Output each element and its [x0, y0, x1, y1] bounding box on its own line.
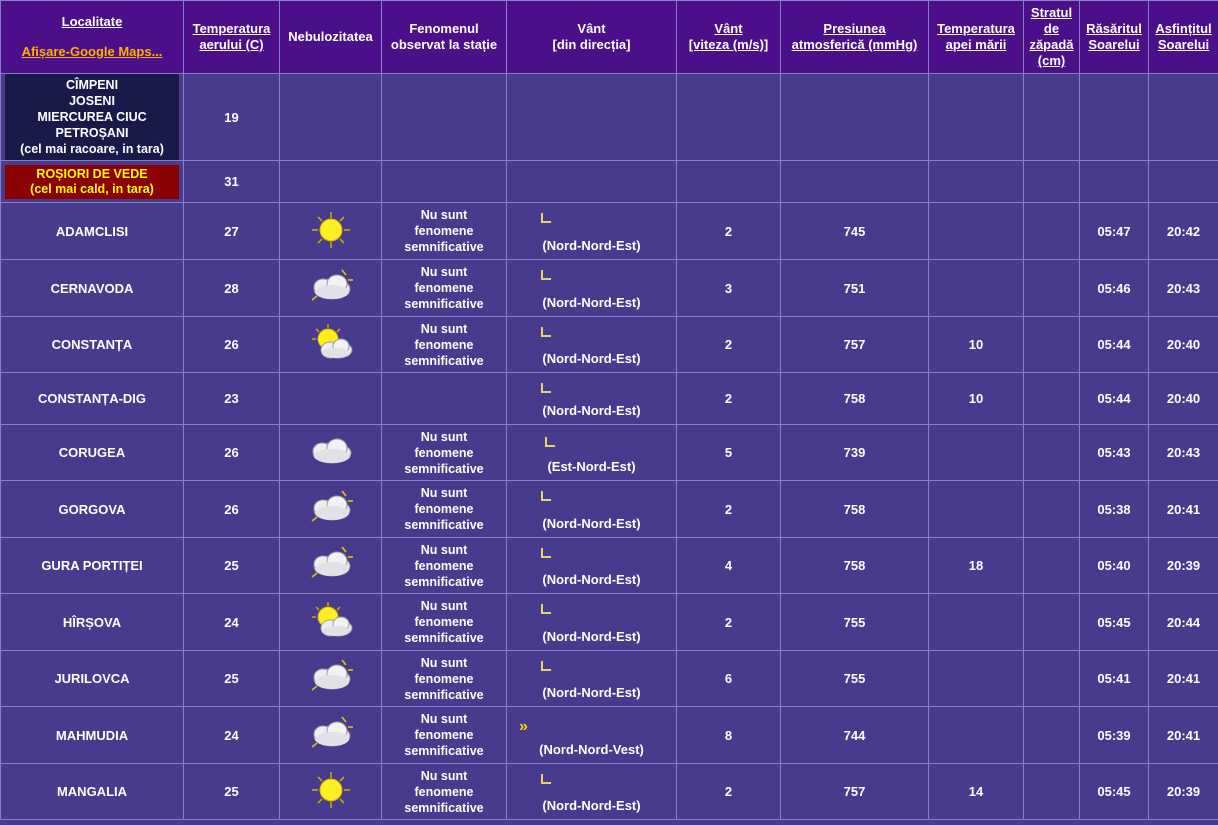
- air-temp: 23: [184, 373, 280, 425]
- wind-direction-label: (Est-Nord-Est): [547, 459, 636, 474]
- coldest-row: [1, 74, 1218, 161]
- wind-speed: 3: [677, 260, 781, 317]
- sunrise: 05:43: [1080, 425, 1149, 481]
- snow-depth: [1024, 203, 1080, 260]
- air-temp: 26: [184, 425, 280, 481]
- snow-depth: [1024, 764, 1080, 820]
- snow-depth: [1024, 651, 1080, 707]
- station-name: MANGALIA: [1, 764, 184, 820]
- snow-depth: [1024, 481, 1080, 538]
- wind-speed: 2: [677, 317, 781, 373]
- col-rasarit[interactable]: Răsăritul Soarelui: [1080, 1, 1149, 74]
- pressure: 745: [781, 203, 929, 260]
- wind-direction-cell: [507, 707, 677, 764]
- cloud-sun-rays-icon: [308, 267, 354, 310]
- wind-arrow-icon: [545, 437, 555, 447]
- col-temp-aer[interactable]: Temperatura aerului (C): [184, 1, 280, 74]
- phenomenon-text: Nu sunt fenomene semnificative: [404, 712, 484, 758]
- wind-direction-cell: [507, 764, 677, 820]
- wind-arrow-icon: [541, 604, 551, 614]
- phenomenon-text: Nu sunt fenomene semnificative: [404, 208, 484, 254]
- hottest-temp: 31: [184, 161, 280, 203]
- air-temp: 24: [184, 594, 280, 651]
- wind-direction-label: (Nord-Nord-Est): [542, 685, 641, 700]
- wind-direction-label: (Nord-Nord-Est): [542, 629, 641, 644]
- air-temp: 27: [184, 203, 280, 260]
- station-row: [1, 373, 1218, 425]
- station-row: [1, 317, 1218, 373]
- cloudiness-cell: [280, 481, 382, 538]
- wind-direction-label: (Nord-Nord-Est): [542, 238, 641, 253]
- wind-arrow-icon: [541, 270, 551, 280]
- sea-temp: 10: [929, 373, 1024, 425]
- wind-speed: 8: [677, 707, 781, 764]
- station-row: [1, 707, 1218, 764]
- wind-direction-label: (Nord-Nord-Est): [542, 351, 641, 366]
- pressure: 758: [781, 373, 929, 425]
- wind-direction-label: (Nord-Nord-Est): [542, 516, 641, 531]
- wind-direction-cell: [507, 260, 677, 317]
- station-name: ADAMCLISI: [1, 203, 184, 260]
- station-row: [1, 538, 1218, 594]
- col-temp-apa[interactable]: Temperatura apei mării: [929, 1, 1024, 74]
- phenomenon-text: Nu sunt fenomene semnificative: [404, 542, 484, 589]
- sunrise: 05:44: [1080, 373, 1149, 425]
- wind-arrow-icon: [541, 491, 551, 501]
- pressure: 757: [781, 764, 929, 820]
- wind-direction-label: (Nord-Nord-Est): [542, 295, 641, 310]
- cloudiness-cell: [280, 373, 382, 425]
- hottest-row: [1, 161, 1218, 203]
- station-name: CORUGEA: [1, 425, 184, 481]
- cloud-sun-rays-icon: [308, 657, 354, 700]
- sunrise: 05:41: [1080, 651, 1149, 707]
- cloudiness-cell: [280, 651, 382, 707]
- sea-temp: [929, 481, 1024, 538]
- sunset: 20:44: [1149, 594, 1218, 651]
- sunrise: 05:47: [1080, 203, 1149, 260]
- air-temp: 25: [184, 538, 280, 594]
- wind-direction-cell: [507, 373, 677, 425]
- wind-direction-label: (Nord-Nord-Est): [542, 403, 641, 418]
- wind-speed: 2: [677, 203, 781, 260]
- col-localitate: [1, 1, 184, 74]
- sea-temp: [929, 203, 1024, 260]
- sunset: 20:40: [1149, 317, 1218, 373]
- pressure: 755: [781, 651, 929, 707]
- sea-temp: 18: [929, 538, 1024, 594]
- sunset: 20:41: [1149, 707, 1218, 764]
- pressure: 755: [781, 594, 929, 651]
- phenomenon-cell: [382, 707, 507, 764]
- wind-direction-cell: [507, 481, 677, 538]
- wind-speed: 2: [677, 594, 781, 651]
- station-row: [1, 425, 1218, 481]
- sunset: 20:39: [1149, 538, 1218, 594]
- coldest-stations-box: [1, 74, 184, 161]
- phenomenon-cell: [382, 481, 507, 538]
- station-row: [1, 764, 1218, 820]
- wind-direction-label: (Nord-Nord-Vest): [539, 742, 644, 757]
- wind-direction-cell: [507, 538, 677, 594]
- wind-direction-cell: [507, 425, 677, 481]
- sunset: 20:43: [1149, 260, 1218, 317]
- wind-direction-label: (Nord-Nord-Est): [542, 798, 641, 813]
- phenomenon-text: Nu sunt fenomene semnificative: [404, 265, 484, 311]
- phenomenon-text: Nu sunt fenomene semnificative: [404, 429, 484, 476]
- coldest-temp: 19: [184, 74, 280, 161]
- sun-icon: [309, 210, 353, 253]
- sunrise: 05:40: [1080, 538, 1149, 594]
- snow-depth: [1024, 260, 1080, 317]
- col-apus[interactable]: Asfințitul Soarelui: [1149, 1, 1218, 74]
- header-row: [1, 1, 1218, 74]
- phenomenon-cell: [382, 260, 507, 317]
- wind-speed: 2: [677, 764, 781, 820]
- sunrise: 05:44: [1080, 317, 1149, 373]
- phenomenon-text: Nu sunt fenomene semnificative: [404, 655, 484, 702]
- sea-temp: 10: [929, 317, 1024, 373]
- phenomenon-cell: [382, 373, 507, 425]
- station-name: CONSTANȚA-DIG: [1, 373, 184, 425]
- air-temp: 26: [184, 317, 280, 373]
- phenomenon-cell: [382, 538, 507, 594]
- sunset: 20:43: [1149, 425, 1218, 481]
- wind-speed: 2: [677, 481, 781, 538]
- col-nebulozitate: Nebulozitatea: [280, 1, 382, 74]
- sunrise: 05:45: [1080, 594, 1149, 651]
- sunset: 20:39: [1149, 764, 1218, 820]
- sunrise: 05:39: [1080, 707, 1149, 764]
- wind-arrow-icon: [541, 213, 551, 223]
- hottest-box: ROȘIORI DE VEDE (cel mai cald, in tara): [5, 165, 179, 199]
- cloudiness-cell: [280, 317, 382, 373]
- col-zapada[interactable]: Stratul de zăpadă (cm): [1024, 1, 1080, 74]
- pressure: 757: [781, 317, 929, 373]
- wind-direction-cell: [507, 317, 677, 373]
- sunrise: 05:45: [1080, 764, 1149, 820]
- station-row: [1, 481, 1218, 538]
- cloud-sun-rays-icon: [308, 544, 354, 587]
- phenomenon-text: Nu sunt fenomene semnificative: [404, 486, 484, 532]
- cloudiness-cell: [280, 538, 382, 594]
- phenomenon-cell: [382, 594, 507, 651]
- wind-speed: 2: [677, 373, 781, 425]
- station-name: CONSTANȚA: [1, 317, 184, 373]
- sea-temp: [929, 425, 1024, 481]
- col-vant-dir: Vânt [din direcția]: [507, 1, 677, 74]
- wind-arrow-icon: [541, 383, 551, 393]
- sun-icon: [309, 770, 353, 813]
- phenomenon-cell: [382, 203, 507, 260]
- phenomenon-cell: [382, 651, 507, 707]
- phenomenon-text: Nu sunt fenomene semnificative: [404, 599, 484, 645]
- phenomenon-cell: [382, 317, 507, 373]
- wind-barb-icon: »: [519, 718, 528, 735]
- wind-speed: 4: [677, 538, 781, 594]
- snow-depth: [1024, 317, 1080, 373]
- cloudiness-cell: [280, 203, 382, 260]
- phenomenon-text: Nu sunt fenomene semnificative: [404, 321, 484, 368]
- wind-arrow-icon: [541, 661, 551, 671]
- sunset: 20:40: [1149, 373, 1218, 425]
- pressure: 744: [781, 707, 929, 764]
- snow-depth: [1024, 373, 1080, 425]
- sun-behind-cloud-icon: [308, 323, 354, 366]
- col-presiune[interactable]: Presiunea atmosferică (mmHg): [781, 1, 929, 74]
- wind-direction-label: (Nord-Nord-Est): [542, 572, 641, 587]
- pressure: 758: [781, 481, 929, 538]
- sea-temp: [929, 707, 1024, 764]
- station-row: [1, 260, 1218, 317]
- snow-depth: [1024, 538, 1080, 594]
- col-fenomen: Fenomenul observat la stație: [382, 1, 507, 74]
- snow-depth: [1024, 425, 1080, 481]
- sort-localitate-link[interactable]: Localitate: [61, 14, 123, 29]
- phenomenon-cell: [382, 764, 507, 820]
- cloud-icon: [308, 434, 354, 471]
- wind-direction-cell: [507, 651, 677, 707]
- wind-direction-cell: [507, 594, 677, 651]
- air-temp: 24: [184, 707, 280, 764]
- phenomenon-text: Nu sunt fenomene semnificative: [404, 768, 484, 815]
- air-temp: 26: [184, 481, 280, 538]
- air-temp: 25: [184, 764, 280, 820]
- cloud-sun-rays-icon: [308, 488, 354, 531]
- wind-arrow-icon: [541, 774, 551, 784]
- station-row: [1, 594, 1218, 651]
- hottest-station-box: [1, 161, 184, 203]
- cloudiness-cell: [280, 425, 382, 481]
- pressure: 751: [781, 260, 929, 317]
- wind-speed: 5: [677, 425, 781, 481]
- cloudiness-cell: [280, 707, 382, 764]
- snow-depth: [1024, 707, 1080, 764]
- sea-temp: [929, 651, 1024, 707]
- station-name: MAHMUDIA: [1, 707, 184, 764]
- sunrise: 05:46: [1080, 260, 1149, 317]
- air-temp: 25: [184, 651, 280, 707]
- air-temp: 28: [184, 260, 280, 317]
- station-name: JURILOVCA: [1, 651, 184, 707]
- cloudiness-cell: [280, 260, 382, 317]
- cloudiness-cell: [280, 764, 382, 820]
- sunset: 20:41: [1149, 481, 1218, 538]
- phenomenon-cell: [382, 425, 507, 481]
- pressure: 739: [781, 425, 929, 481]
- station-name: GURA PORTIȚEI: [1, 538, 184, 594]
- sun-behind-cloud-icon: [308, 601, 354, 644]
- wind-arrow-icon: [541, 548, 551, 558]
- cloud-sun-rays-icon: [308, 714, 354, 757]
- station-name: HÎRȘOVA: [1, 594, 184, 651]
- sunset: 20:41: [1149, 651, 1218, 707]
- cloudiness-cell: [280, 594, 382, 651]
- station-name: GORGOVA: [1, 481, 184, 538]
- pressure: 758: [781, 538, 929, 594]
- station-row: [1, 651, 1218, 707]
- coldest-box: CÎMPENI JOSENI MIERCUREA CIUC PETROȘANI (cel mai racoare, in tara): [5, 74, 179, 160]
- sunrise: 05:38: [1080, 481, 1149, 538]
- station-name: CERNAVODA: [1, 260, 184, 317]
- wind-speed: 6: [677, 651, 781, 707]
- sea-temp: 14: [929, 764, 1024, 820]
- wind-arrow-icon: [541, 327, 551, 337]
- station-row: [1, 203, 1218, 260]
- col-vant-viteza[interactable]: Vânt [viteza (m/s)]: [677, 1, 781, 74]
- wind-direction-cell: [507, 203, 677, 260]
- sea-temp: [929, 594, 1024, 651]
- sea-temp: [929, 260, 1024, 317]
- google-maps-link[interactable]: Afișare-Google Maps...: [21, 44, 163, 59]
- snow-depth: [1024, 594, 1080, 651]
- sunset: 20:42: [1149, 203, 1218, 260]
